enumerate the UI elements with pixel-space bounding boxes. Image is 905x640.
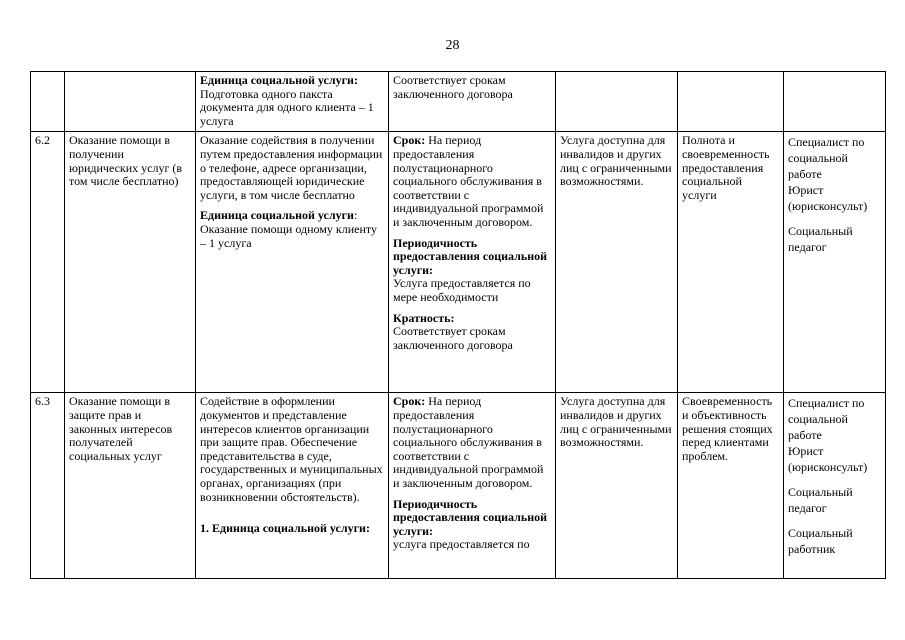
- term-label: Срок:: [393, 394, 426, 409]
- staff-item: Юрист (юрисконсульт): [788, 183, 868, 214]
- periodicity-label: Периодичность предоставления социальной услуги:: [393, 496, 548, 538]
- unit-label: Единица социальной услуги: [200, 73, 354, 87]
- periodicity-text: услуга предоставляется по: [393, 537, 530, 552]
- cell-service-content: [196, 393, 389, 579]
- table-row-6-3: [31, 393, 886, 579]
- unit-label: 1. Единица социальной услуги:: [200, 521, 370, 536]
- term-text: На период предоставления полустационарного социального обслуживания в соответствии с индивидуальной программой и заключенным договором.: [393, 133, 544, 229]
- cell-number: 6.3: [31, 393, 65, 579]
- content-text: Оказание содействия в получении путем предоставления информации о телефоне, адресе организации, предоставляющей юридические услуги, в том числе бесплатно: [200, 133, 383, 202]
- cell-number: [31, 72, 65, 132]
- cell-evaluation: Полнота и своевременность предоставления социальной услуги: [678, 132, 784, 393]
- staff-item: Социальный педагог: [788, 224, 853, 255]
- term-text: Соответствует срокам заключенного договора: [393, 73, 513, 101]
- cell-staff: [784, 393, 886, 579]
- cell-staff: [784, 72, 886, 132]
- cell-evaluation: Своевременность и объективность решения стоящих перед клиентами проблем.: [678, 393, 784, 579]
- table-row-continued: [31, 72, 886, 132]
- cell-staff: [784, 132, 886, 393]
- services-table: [30, 71, 886, 579]
- unit-label: Единица социальной услуги: [200, 208, 354, 223]
- periodicity-label: Периодичность предоставления социальной услуги:: [393, 235, 548, 277]
- multiplicity-text: Соответствует срокам заключенного договора: [393, 324, 513, 352]
- term-label: Срок:: [393, 133, 426, 148]
- term-text: На период предоставления полустационарного социального обслуживания в соответствии с индивидуальной программой и заключенным договором.: [393, 394, 544, 490]
- cell-service-name: Оказание помощи в защите прав и законных интересов получателей социальных услуг: [65, 393, 196, 579]
- cell-service-name: Оказание помощи в получении юридических услуг (в том числе бесплатно): [65, 132, 196, 393]
- cell-accessibility: Услуга доступна для инвалидов и других лиц с ограниченными возможностями.: [556, 132, 678, 393]
- staff-item: Специалист по социальной работе: [788, 396, 865, 443]
- content-text: Содействие в оформлении документов и представление интересов клиентов организации при защите прав. Обеспечение представительства в суде, государственных и муниципальных органах, организациях (при возникновении обстоятельств).: [200, 394, 383, 504]
- staff-item: Специалист по социальной работе: [788, 135, 865, 182]
- cell-service-name: [65, 72, 196, 132]
- staff-item: Социальный работник: [788, 526, 853, 557]
- multiplicity-label: Кратность:: [393, 310, 455, 325]
- cell-term: [389, 132, 556, 393]
- page-number: 28: [445, 38, 460, 53]
- periodicity-text: Услуга предоставляется по мере необходимости: [393, 276, 531, 304]
- staff-item: Юрист (юрисконсульт): [788, 444, 868, 475]
- cell-service-content: Оказание содействия в получении путем предоставления информации о телефоне, адресе организации, предоставляющей юридические услуги, в том числе бесплатно Единица социальной услуги: Оказание помощи одному клиенту – 1 услуга: [196, 132, 389, 393]
- table-row-6-2: [31, 132, 886, 393]
- unit-text: Подготовка одного пакста документа для одного клиента – 1 услуга: [200, 86, 374, 128]
- cell-service-content: Единица социальной услуги: Подготовка одного пакста документа для одного клиента – 1 услуга: [196, 72, 389, 132]
- cell-accessibility: Услуга доступна для инвалидов и других лиц с ограниченными возможностями.: [556, 393, 678, 579]
- staff-item: Социальный педагог: [788, 485, 853, 516]
- cell-term: [389, 393, 556, 579]
- cell-evaluation: [678, 72, 784, 132]
- cell-accessibility: [556, 72, 678, 132]
- cell-term: [389, 72, 556, 132]
- unit-text: Оказание помощи одному клиенту – 1 услуга: [200, 221, 377, 250]
- cell-number: 6.2: [31, 132, 65, 393]
